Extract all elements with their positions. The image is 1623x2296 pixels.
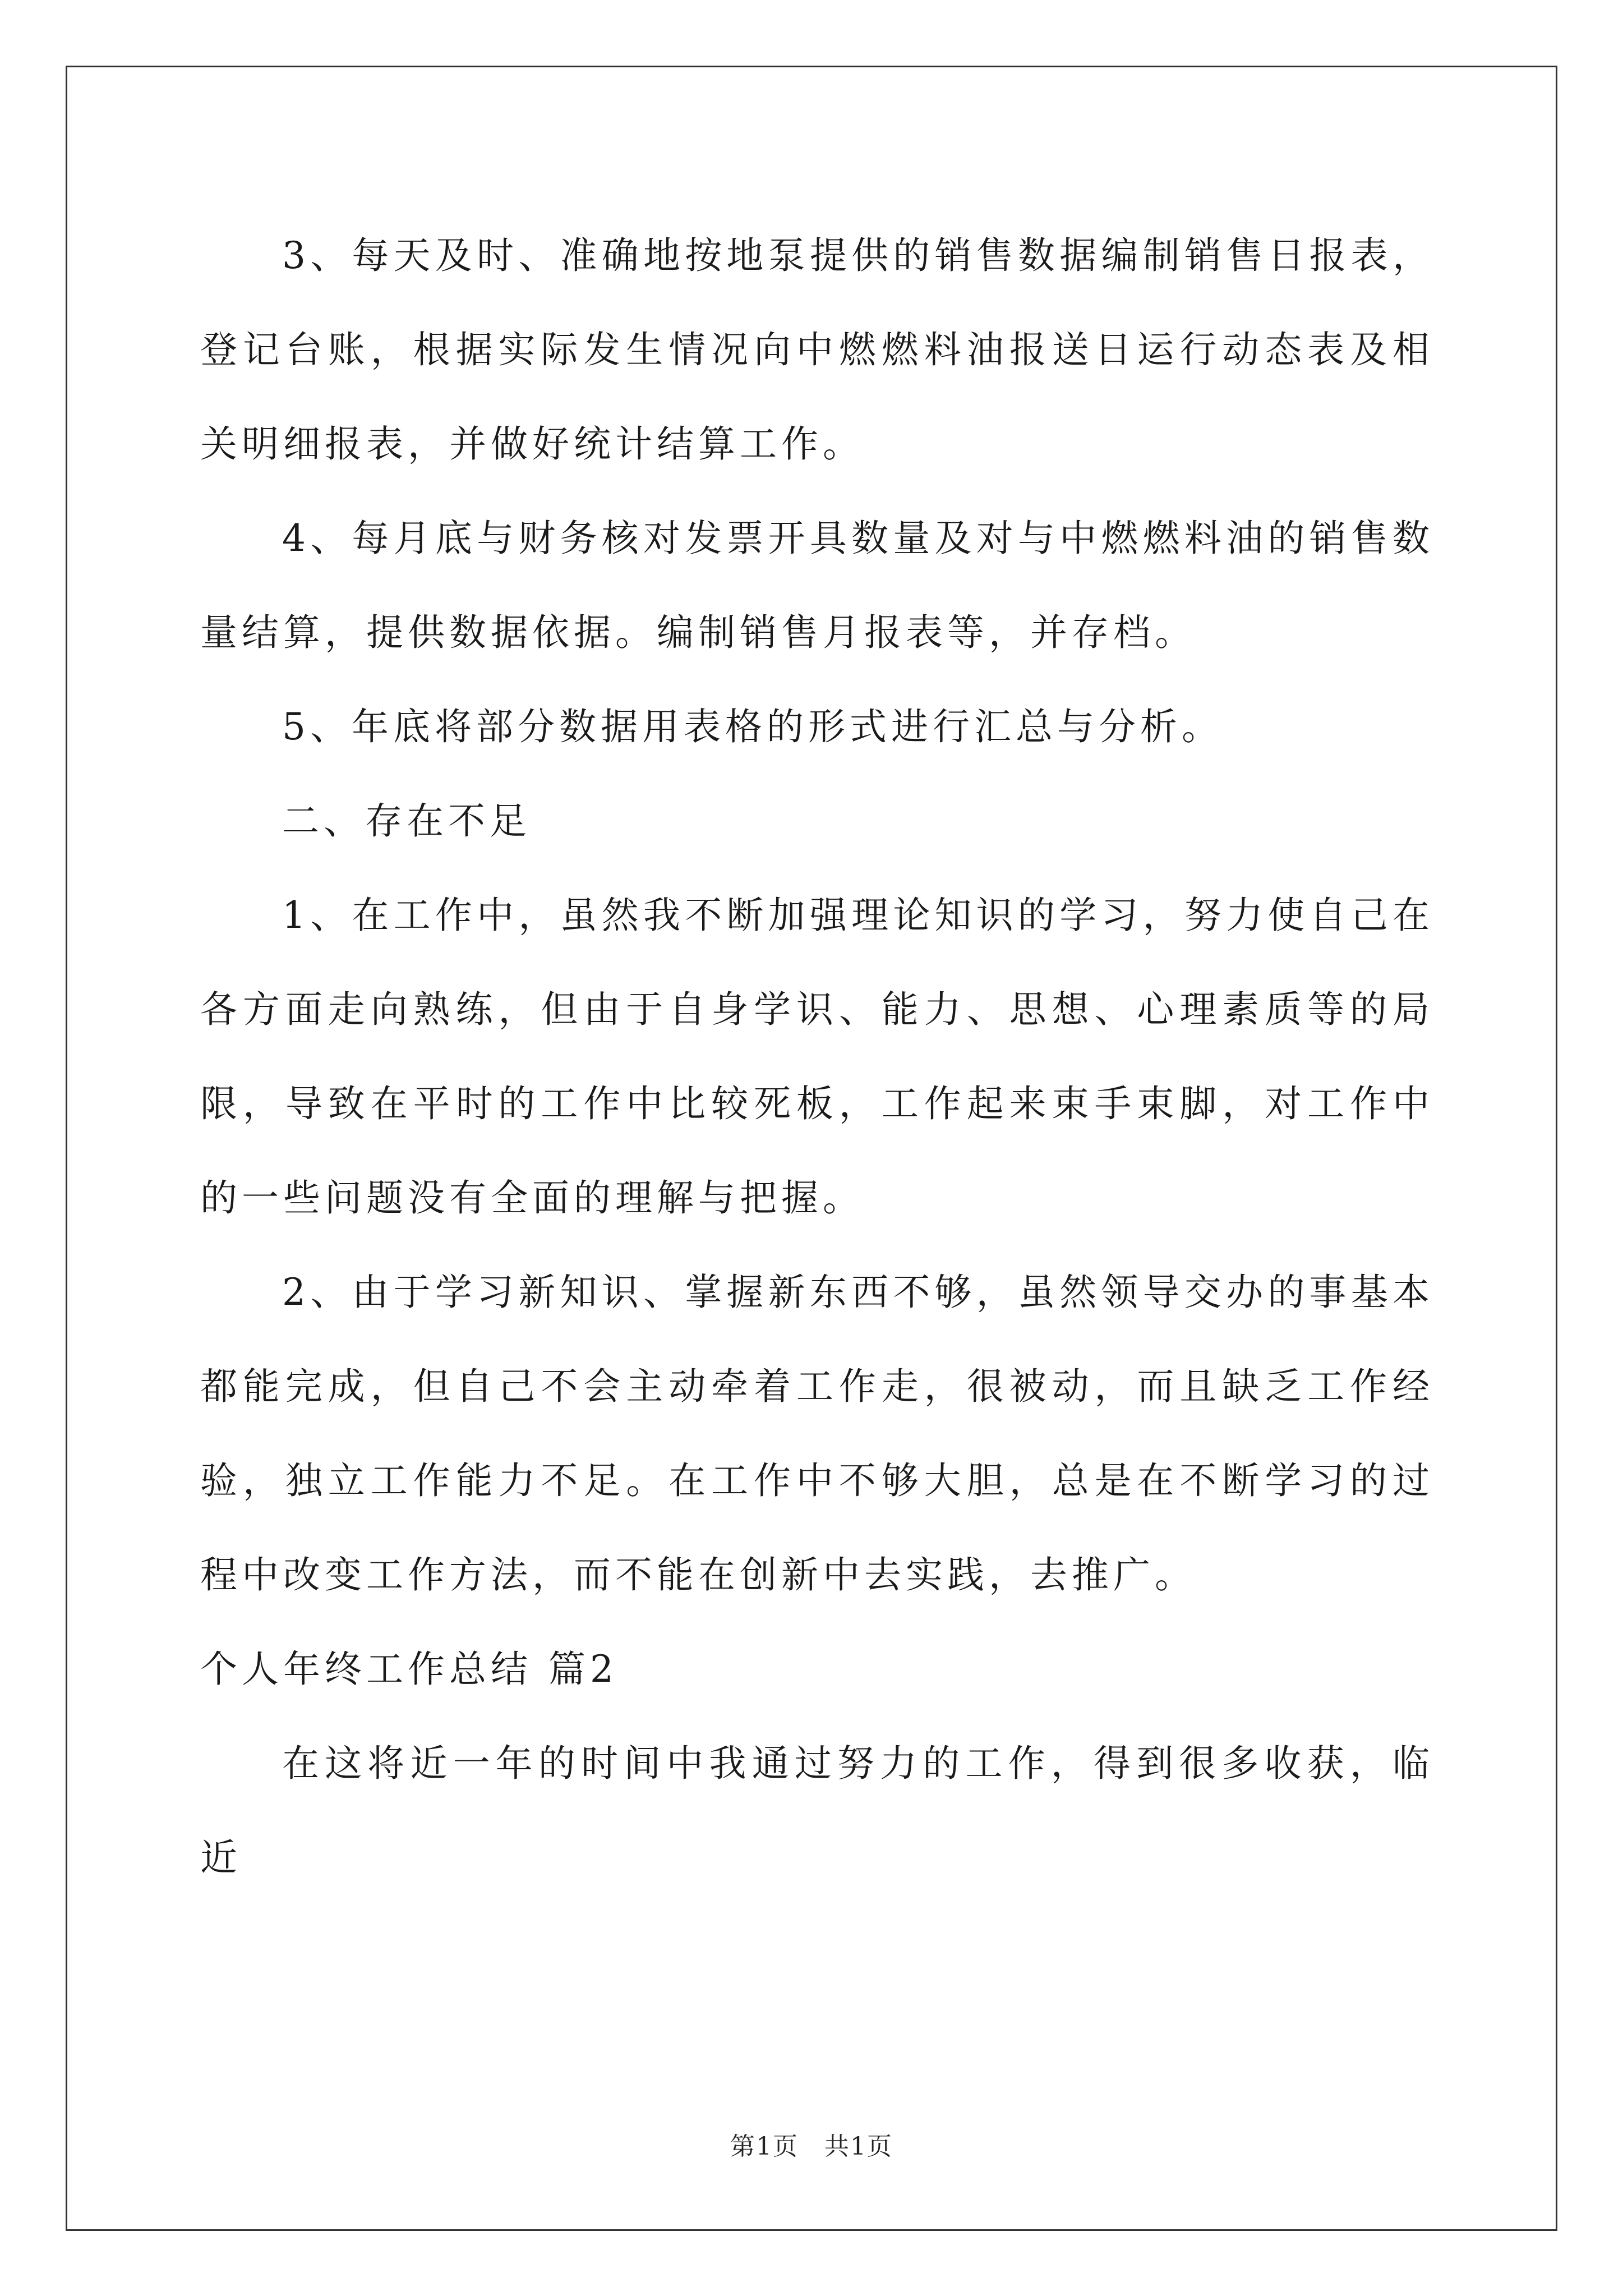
section-heading-shortcomings: 二、存在不足 bbox=[282, 799, 531, 843]
page-footer: 第1页 共1页 bbox=[730, 2132, 893, 2161]
section-title: 个人年终工作总结 篇2 bbox=[200, 1648, 618, 1691]
paragraph-shortcoming-2: 2、由于学习新知识、掌握新东西不够，虽然领导交办的事基本都能完成，但自己不会主动牵着工作走，很被动，而且缺乏工作经验，独立工作能力不足。在工作中不够大胆，总是在不断学习的过程中改变工作方法，而不能在创新中去实践，去推广。 bbox=[200, 1271, 1434, 1596]
paragraph-shortcoming-1: 1、在工作中，虽然我不断加强理论知识的学习，努力使自己在各方面走向熟练，但由于自身学识、能力、思想、心理素质等的局限，导致在平时的工作中比较死板，工作起来束手束脚，对工作中的一些问题没有全面的理解与把握。 bbox=[200, 894, 1434, 1220]
document-body bbox=[200, 209, 1434, 1905]
paragraph-item-4: 4、每月底与财务核对发票开具数量及对与中燃燃料油的销售数量结算，提供数据依据。编制销售月报表等，并存档。 bbox=[200, 517, 1434, 654]
paragraph-closing: 在这将近一年的时间中我通过努力的工作，得到很多收获，临近 bbox=[200, 1742, 1434, 1879]
paragraph-item-5: 5、年底将部分数据用表格的形式进行汇总与分析。 bbox=[282, 705, 1223, 748]
paragraph-item-3: 3、每天及时、准确地按地泵提供的销售数据编制销售日报表，登记台账，根据实际发生情况向中燃燃料油报送日运行动态表及相关明细报表，并做好统计结算工作。 bbox=[200, 234, 1434, 466]
